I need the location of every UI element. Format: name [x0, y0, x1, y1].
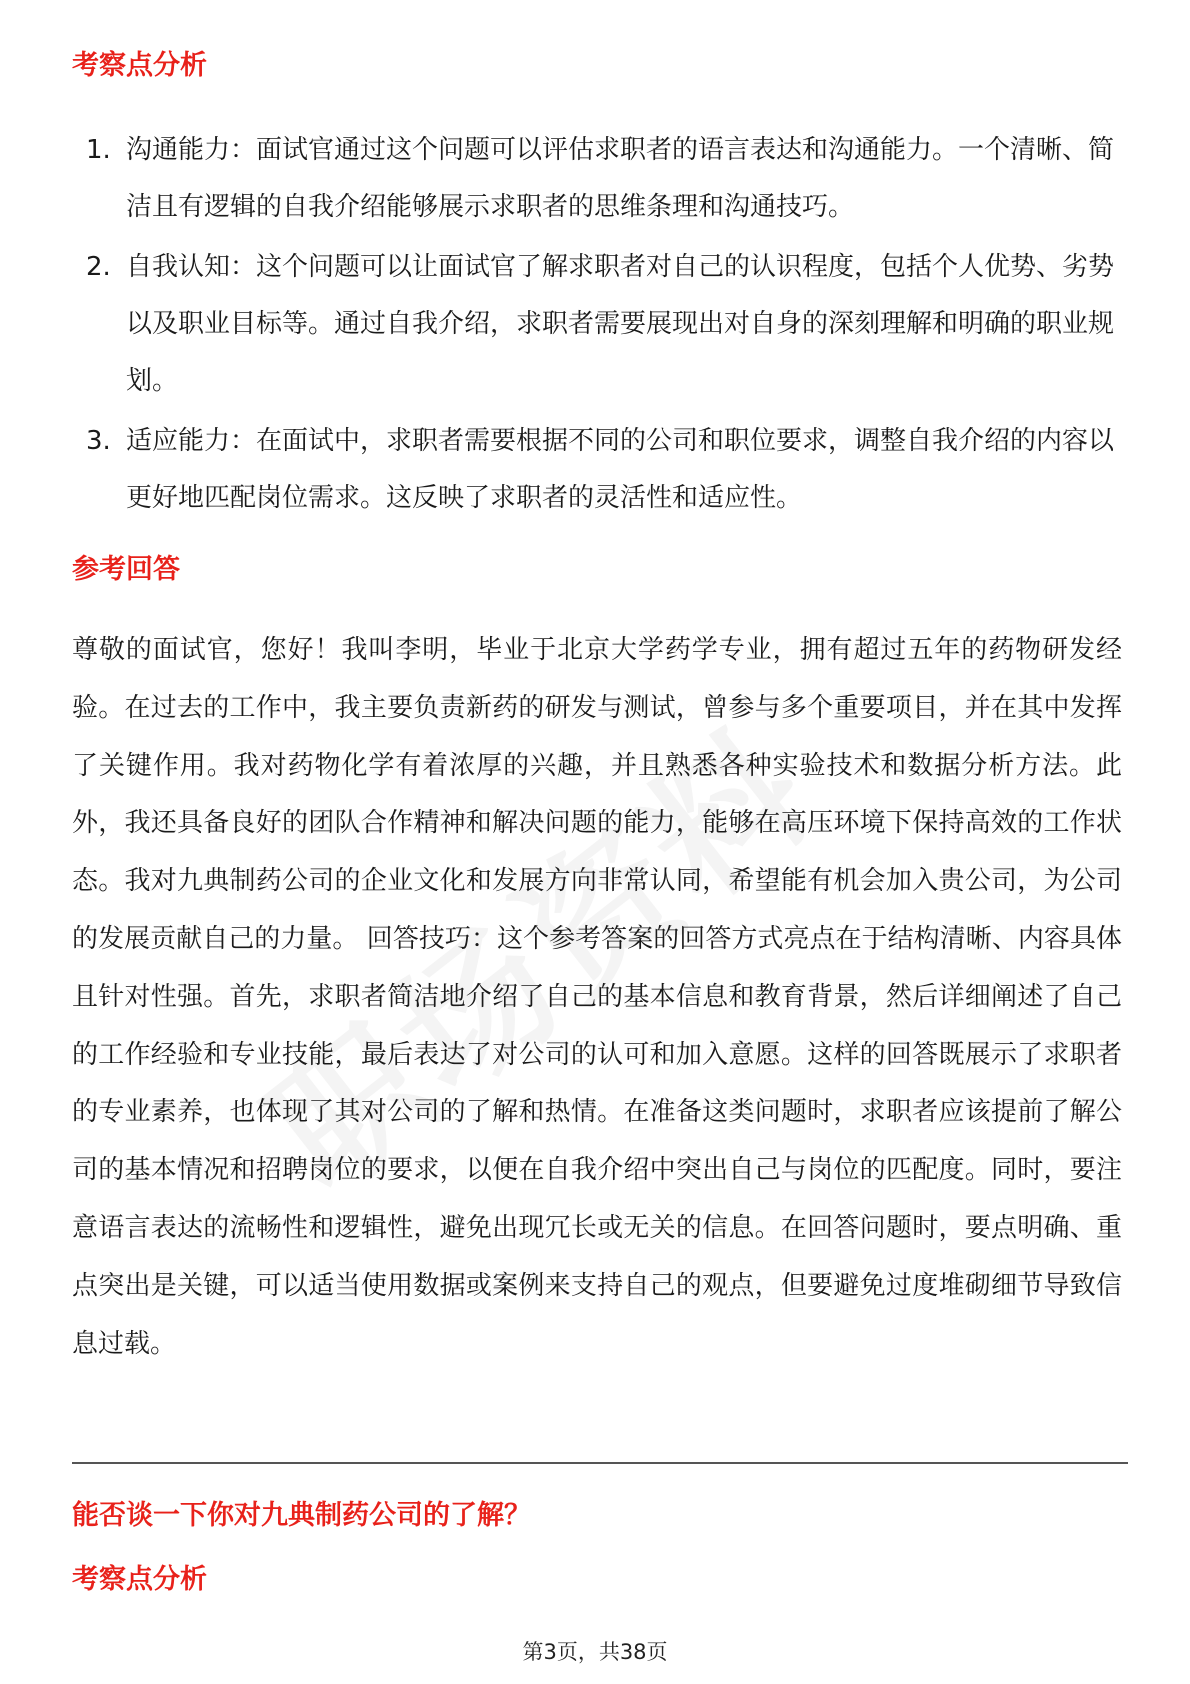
list-item-text: 适应能力：在面试中，求职者需要根据不同的公司和职位要求，调整自我介绍的内容以更好地匹配岗位需求。这反映了求职者的灵活性和适应性。: [126, 426, 1115, 513]
list-item: [72, 122, 1132, 236]
list-number: 2.: [86, 252, 111, 282]
section-divider: [72, 1462, 1128, 1464]
reference-answer-body: 尊敬的面试官，您好！我叫李明，毕业于北京大学药学专业，拥有超过五年的药物研发经验。在过去的工作中，我主要负责新药的研发与测试，曾参与多个重要项目，并在其中发挥了关键作用。我对药物化学有着浓厚的兴趣，并且熟悉各种实验技术和数据分析方法。此外，我还具备良好的团队合作精神和解决问题的能力，能够在高压环境下保持高效的工作状态。我对九典制药公司的企业文化和发展方向非常认同，希望能有机会加入贵公司，为公司的发展贡献自己的力量。 回答技巧：这个参考答案的回答方式亮点在于结构清晰、内容具体且针对性强。首先，求职者简洁地介绍了自己的基本信息和教育背景，然后详细阐述了自己的工作经验和专业技能，最后表达了对公司的认可和加入意愿。这样的回答既展示了求职者的专业素养，也体现了其对公司的了解和热情。在准备这类问题时，求职者应该提前了解公司的基本情况和招聘岗位的要求，以便在自我介绍中突出自己与岗位的匹配度。同时，要注意语言表达的流畅性和逻辑性，避免出现冗长或无关的信息。在回答问题时，要点明确、重点突出是关键，可以适当使用数据或案例来支持自己的观点，但要避免过度堆砌细节导致信息过载。: [72, 635, 1122, 1359]
analysis-list: [72, 122, 1132, 530]
list-item: [72, 239, 1132, 410]
next-question-title: 能否谈一下你对九典制药公司的了解？: [72, 1500, 531, 1531]
page-number: 第3页，共38页: [522, 1640, 668, 1664]
list-number: 3.: [86, 426, 111, 456]
list-item: [72, 413, 1132, 527]
list-item-text: 沟通能力：面试官通过这个问题可以评估求职者的语言表达和沟通能力。一个清晰、简洁且有逻辑的自我介绍能够展示求职者的思维条理和沟通技巧。: [126, 135, 1115, 222]
section-heading-reference-answer: 参考回答: [72, 554, 180, 585]
list-number: 1.: [86, 135, 111, 165]
next-section-heading-analysis: 考察点分析: [72, 1564, 207, 1595]
section-heading-analysis: 考察点分析: [72, 50, 207, 81]
list-item-text: 自我认知：这个问题可以让面试官了解求职者对自己的认识程度，包括个人优势、劣势以及职业目标等。通过自我介绍，求职者需要展现出对自身的深刻理解和明确的职业规划。: [126, 252, 1115, 396]
